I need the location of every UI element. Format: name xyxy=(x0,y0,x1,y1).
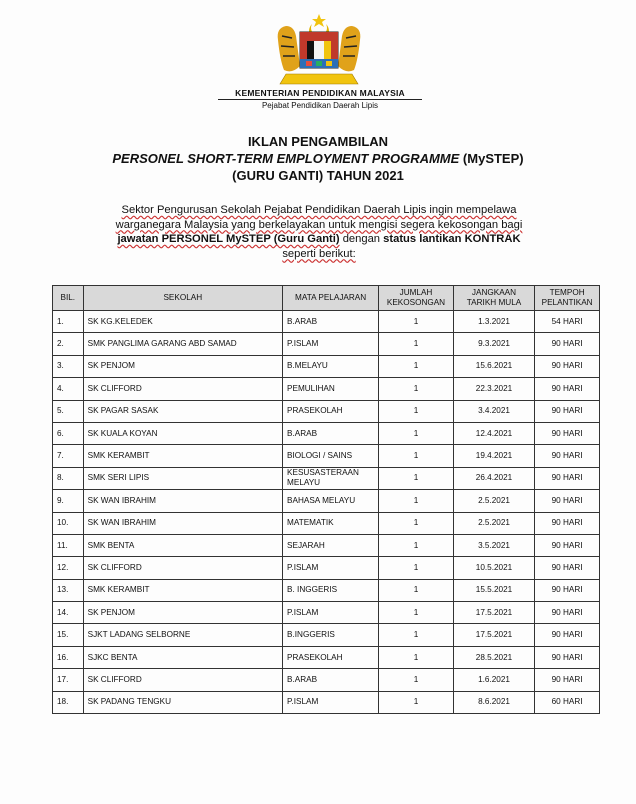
table-row xyxy=(53,490,600,512)
title-line-2 xyxy=(0,151,636,166)
cell-sekolah: SJKC BENTA xyxy=(83,646,282,668)
cell-bil: 5. xyxy=(53,400,84,422)
table-row xyxy=(53,445,600,467)
cell-mata-pelajaran: SEJARAH xyxy=(283,534,379,556)
cell-tarikh-mula: 17.5.2021 xyxy=(453,602,534,624)
cell-tempoh: 90 HARI xyxy=(535,512,600,534)
table-row xyxy=(53,333,600,355)
cell-bil: 10. xyxy=(53,512,84,534)
cell-sekolah: SK PENJOM xyxy=(83,602,282,624)
cell-mata-pelajaran: BIOLOGI / SAINS xyxy=(283,445,379,467)
cell-mata-pelajaran: PEMULIHAN xyxy=(283,378,379,400)
cell-bil: 9. xyxy=(53,490,84,512)
cell-tarikh-mula: 8.6.2021 xyxy=(453,691,534,713)
cell-bil: 14. xyxy=(53,602,84,624)
cell-sekolah: SK PADANG TENGKU xyxy=(83,691,282,713)
table-row xyxy=(53,624,600,646)
cell-sekolah: SJKT LADANG SELBORNE xyxy=(83,624,282,646)
cell-tarikh-mula: 3.4.2021 xyxy=(453,400,534,422)
cell-tarikh-mula: 28.5.2021 xyxy=(453,646,534,668)
cell-bil: 11. xyxy=(53,534,84,556)
cell-bil: 2. xyxy=(53,333,84,355)
cell-sekolah: SK CLIFFORD xyxy=(83,378,282,400)
cell-tempoh: 60 HARI xyxy=(535,691,600,713)
cell-sekolah: SK CLIFFORD xyxy=(83,557,282,579)
title-line-1: IKLAN PENGAMBILAN xyxy=(247,134,389,149)
cell-bil: 16. xyxy=(53,646,84,668)
cell-mata-pelajaran: B.INGGERIS xyxy=(283,624,379,646)
intro-paragraph xyxy=(80,203,558,261)
cell-tempoh: 90 HARI xyxy=(535,646,600,668)
cell-tempoh: 90 HARI xyxy=(535,669,600,691)
intro-line-2: warganegara Malaysia yang berkelayakan untuk mengisi segera kekosongan bagi xyxy=(115,218,523,231)
cell-jumlah: 1 xyxy=(379,378,454,400)
intro-line-4: seperti berikut: xyxy=(282,247,356,260)
intro-connector: dengan xyxy=(339,233,384,245)
cell-tarikh-mula: 3.5.2021 xyxy=(453,534,534,556)
cell-mata-pelajaran: KESUSASTERAAN MELAYU xyxy=(283,467,379,489)
cell-bil: 12. xyxy=(53,557,84,579)
table-row xyxy=(53,400,600,422)
cell-sekolah: SMK SERI LIPIS xyxy=(83,467,282,489)
cell-jumlah: 1 xyxy=(379,646,454,668)
cell-sekolah: SK KG.KELEDEK xyxy=(83,311,282,333)
cell-mata-pelajaran: B. INGGERIS xyxy=(283,579,379,601)
table-row xyxy=(53,512,600,534)
table-row xyxy=(53,378,600,400)
table-row xyxy=(53,534,600,556)
cell-mata-pelajaran: B.ARAB xyxy=(283,669,379,691)
cell-bil: 3. xyxy=(53,355,84,377)
table-row xyxy=(53,355,600,377)
cell-bil: 7. xyxy=(53,445,84,467)
cell-sekolah: SMK BENTA xyxy=(83,534,282,556)
cell-tempoh: 90 HARI xyxy=(535,445,600,467)
title-programme: PERSONEL SHORT-TERM EMPLOYMENT PROGRAMME xyxy=(112,151,460,166)
cell-mata-pelajaran: P.ISLAM xyxy=(283,691,379,713)
cell-jumlah: 1 xyxy=(379,355,454,377)
intro-line-1: Sektor Pengurusan Sekolah Pejabat Pendidikan Daerah Lipis ingin mempelawa xyxy=(121,204,517,216)
cell-tarikh-mula: 2.5.2021 xyxy=(453,512,534,534)
table-row xyxy=(53,669,600,691)
cell-mata-pelajaran: B.MELAYU xyxy=(283,355,379,377)
cell-tarikh-mula: 9.3.2021 xyxy=(453,333,534,355)
coat-of-arms-logo xyxy=(272,10,366,88)
cell-tempoh: 90 HARI xyxy=(535,602,600,624)
cell-mata-pelajaran: B.ARAB xyxy=(283,422,379,444)
table-row xyxy=(53,602,600,624)
header-mata-pelajaran: MATA PELAJARAN xyxy=(283,286,379,311)
cell-mata-pelajaran: P.ISLAM xyxy=(283,557,379,579)
cell-tempoh: 90 HARI xyxy=(535,355,600,377)
cell-tempoh: 90 HARI xyxy=(535,579,600,601)
table-header-row xyxy=(53,286,600,311)
cell-bil: 6. xyxy=(53,422,84,444)
cell-tarikh-mula: 12.4.2021 xyxy=(453,422,534,444)
cell-bil: 8. xyxy=(53,467,84,489)
cell-jumlah: 1 xyxy=(379,512,454,534)
intro-position: jawatan PERSONEL MySTEP (Guru Ganti) xyxy=(117,233,340,245)
cell-jumlah: 1 xyxy=(379,422,454,444)
cell-tempoh: 90 HARI xyxy=(535,400,600,422)
cell-jumlah: 1 xyxy=(379,669,454,691)
cell-jumlah: 1 xyxy=(379,490,454,512)
header-sekolah: SEKOLAH xyxy=(83,286,282,311)
intro-line-3 xyxy=(80,232,558,247)
cell-bil: 13. xyxy=(53,579,84,601)
cell-tarikh-mula: 1.3.2021 xyxy=(453,311,534,333)
cell-sekolah: SMK KERAMBIT xyxy=(83,445,282,467)
cell-bil: 4. xyxy=(53,378,84,400)
cell-tarikh-mula: 15.6.2021 xyxy=(453,355,534,377)
cell-mata-pelajaran: MATEMATIK xyxy=(283,512,379,534)
cell-jumlah: 1 xyxy=(379,467,454,489)
vacancy-table xyxy=(52,285,600,714)
cell-mata-pelajaran: PRASEKOLAH xyxy=(283,646,379,668)
header-bil: BIL. xyxy=(53,286,84,311)
cell-sekolah: SK PENJOM xyxy=(83,355,282,377)
table-row xyxy=(53,467,600,489)
cell-tarikh-mula: 19.4.2021 xyxy=(453,445,534,467)
cell-tarikh-mula: 1.6.2021 xyxy=(453,669,534,691)
cell-jumlah: 1 xyxy=(379,534,454,556)
table-row xyxy=(53,646,600,668)
header-tempoh-pelantikan: TEMPOH PELANTIKAN xyxy=(535,286,600,311)
cell-tarikh-mula: 2.5.2021 xyxy=(453,490,534,512)
cell-tarikh-mula: 10.5.2021 xyxy=(453,557,534,579)
header-jangkaan-tarikh-mula: JANGKAAN TARIKH MULA xyxy=(453,286,534,311)
cell-jumlah: 1 xyxy=(379,311,454,333)
cell-tempoh: 90 HARI xyxy=(535,557,600,579)
cell-sekolah: SK KUALA KOYAN xyxy=(83,422,282,444)
cell-tempoh: 90 HARI xyxy=(535,490,600,512)
header-jumlah-kekosongan: JUMLAH KEKOSONGAN xyxy=(379,286,454,311)
title-line-3: (GURU GANTI) TAHUN 2021 xyxy=(232,168,404,183)
cell-mata-pelajaran: P.ISLAM xyxy=(283,602,379,624)
table-row xyxy=(53,422,600,444)
cell-jumlah: 1 xyxy=(379,579,454,601)
cell-jumlah: 1 xyxy=(379,400,454,422)
cell-tempoh: 90 HARI xyxy=(535,422,600,444)
cell-jumlah: 1 xyxy=(379,602,454,624)
cell-jumlah: 1 xyxy=(379,333,454,355)
cell-mata-pelajaran: B.ARAB xyxy=(283,311,379,333)
cell-jumlah: 1 xyxy=(379,691,454,713)
ministry-name: KEMENTERIAN PENDIDIKAN MALAYSIA xyxy=(235,88,405,98)
cell-bil: 15. xyxy=(53,624,84,646)
cell-tempoh: 90 HARI xyxy=(535,467,600,489)
cell-sekolah: SK PAGAR SASAK xyxy=(83,400,282,422)
cell-tarikh-mula: 22.3.2021 xyxy=(453,378,534,400)
cell-mata-pelajaran: PRASEKOLAH xyxy=(283,400,379,422)
cell-mata-pelajaran: BAHASA MELAYU xyxy=(283,490,379,512)
cell-sekolah: SK WAN IBRAHIM xyxy=(83,490,282,512)
table-row xyxy=(53,579,600,601)
header-divider xyxy=(218,99,422,100)
intro-status: status lantikan KONTRAK xyxy=(383,233,521,245)
cell-bil: 17. xyxy=(53,669,84,691)
table-body xyxy=(53,311,600,714)
cell-tempoh: 90 HARI xyxy=(535,534,600,556)
cell-mata-pelajaran: P.ISLAM xyxy=(283,333,379,355)
cell-tempoh: 90 HARI xyxy=(535,333,600,355)
cell-tarikh-mula: 26.4.2021 xyxy=(453,467,534,489)
cell-jumlah: 1 xyxy=(379,445,454,467)
cell-bil: 1. xyxy=(53,311,84,333)
table-row xyxy=(53,557,600,579)
cell-sekolah: SK WAN IBRAHIM xyxy=(83,512,282,534)
cell-tarikh-mula: 15.5.2021 xyxy=(453,579,534,601)
cell-tempoh: 54 HARI xyxy=(535,311,600,333)
title-acronym: (MySTEP) xyxy=(459,151,524,166)
cell-tempoh: 90 HARI xyxy=(535,378,600,400)
cell-sekolah: SK CLIFFORD xyxy=(83,669,282,691)
cell-jumlah: 1 xyxy=(379,624,454,646)
table-row xyxy=(53,691,600,713)
cell-tempoh: 90 HARI xyxy=(535,624,600,646)
office-name: Pejabat Pendidikan Daerah Lipis xyxy=(261,101,379,110)
cell-tarikh-mula: 17.5.2021 xyxy=(453,624,534,646)
cell-sekolah: SMK KERAMBIT xyxy=(83,579,282,601)
table-row xyxy=(53,311,600,333)
cell-jumlah: 1 xyxy=(379,557,454,579)
cell-sekolah: SMK PANGLIMA GARANG ABD SAMAD xyxy=(83,333,282,355)
cell-bil: 18. xyxy=(53,691,84,713)
